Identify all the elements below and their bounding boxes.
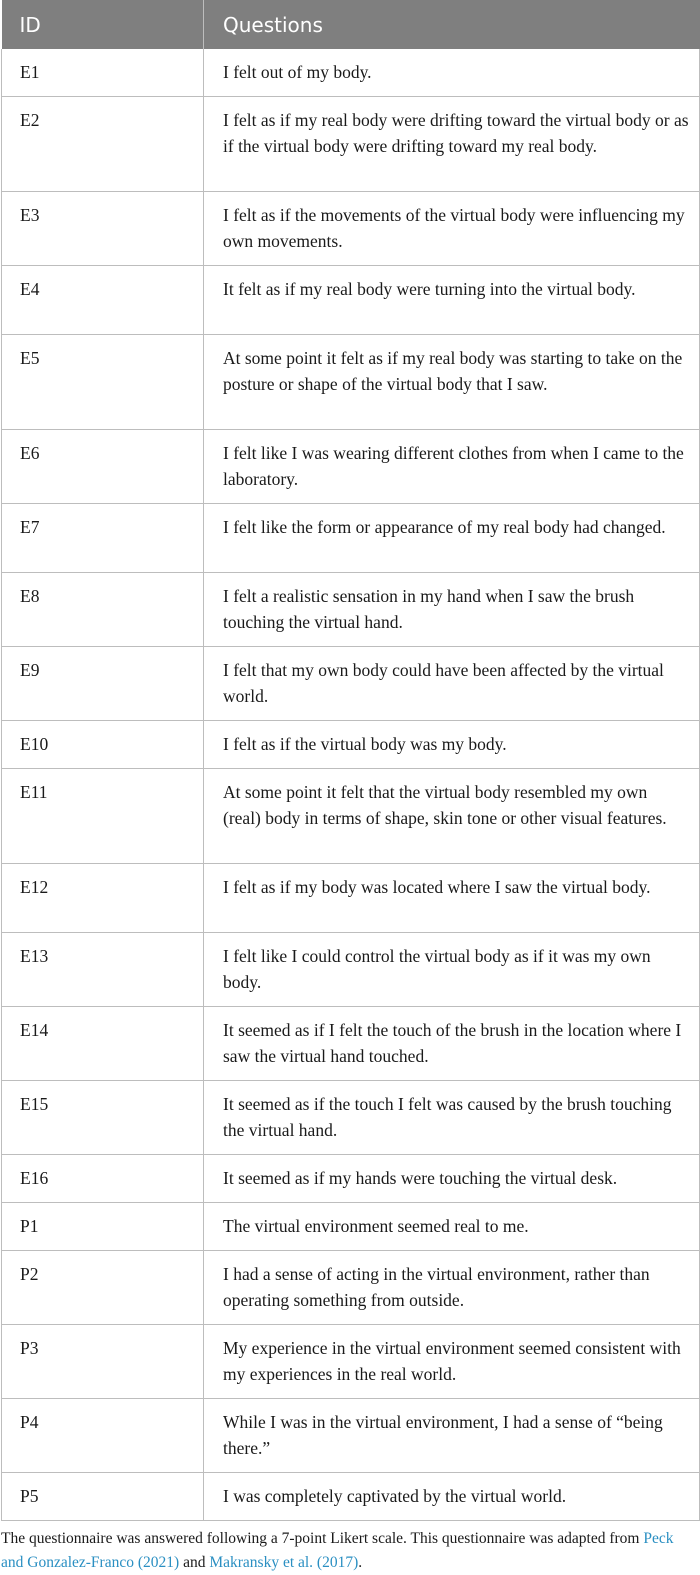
footnote-text-end: . xyxy=(358,1554,363,1571)
row-question: I felt out of my body. xyxy=(204,49,700,97)
row-id: E1 xyxy=(2,49,204,97)
table-row xyxy=(2,769,700,864)
table-row xyxy=(2,573,700,647)
row-question: I felt as if the movements of the virtual body were influencing my own movements. xyxy=(204,192,700,266)
header-row xyxy=(2,0,700,49)
table-row xyxy=(2,504,700,573)
table-footnote xyxy=(0,1521,700,1575)
row-id: E8 xyxy=(2,573,204,647)
table-body xyxy=(2,49,700,1521)
table-row xyxy=(2,864,700,933)
row-id: E16 xyxy=(2,1155,204,1203)
table-row xyxy=(2,1399,700,1473)
table-row xyxy=(2,1155,700,1203)
footnote-text-middle: and xyxy=(179,1554,210,1571)
row-id: E9 xyxy=(2,647,204,721)
column-header-id: ID xyxy=(2,0,204,49)
row-question: It seemed as if the touch I felt was caused by the brush touching the virtual hand. xyxy=(204,1081,700,1155)
row-id: P3 xyxy=(2,1325,204,1399)
row-question: I felt like I could control the virtual body as if it was my own body. xyxy=(204,933,700,1007)
table-row xyxy=(2,266,700,335)
row-id: P2 xyxy=(2,1251,204,1325)
row-question: I felt a realistic sensation in my hand when I saw the brush touching the virtual hand. xyxy=(204,573,700,647)
row-id: E12 xyxy=(2,864,204,933)
table-row xyxy=(2,721,700,769)
row-id: E4 xyxy=(2,266,204,335)
table-row xyxy=(2,933,700,1007)
row-id: E6 xyxy=(2,430,204,504)
table-row xyxy=(2,1251,700,1325)
row-question: While I was in the virtual environment, I had a sense of “being there.” xyxy=(204,1399,700,1473)
table-row xyxy=(2,49,700,97)
table-row xyxy=(2,1081,700,1155)
row-question: I felt as if my real body were drifting toward the virtual body or as if the virtual body were drifting toward my real body. xyxy=(204,97,700,192)
footnote-text: The questionnaire was answered following a 7-point Likert scale. This questionnaire was adapted from xyxy=(1,1530,644,1547)
table-row xyxy=(2,1007,700,1081)
row-question: I felt that my own body could have been affected by the virtual world. xyxy=(204,647,700,721)
reference-link-peck[interactable]: Peck and Gonzalez-Franco (2021) xyxy=(1,1530,674,1571)
row-question: At some point it felt that the virtual body resembled my own (real) body in terms of shape, skin tone or other visual features. xyxy=(204,769,700,864)
row-question: It seemed as if I felt the touch of the brush in the location where I saw the virtual hand touched. xyxy=(204,1007,700,1081)
row-id: E5 xyxy=(2,335,204,430)
row-id: E15 xyxy=(2,1081,204,1155)
table-header xyxy=(2,0,700,49)
table-row xyxy=(2,1325,700,1399)
row-question: It felt as if my real body were turning into the virtual body. xyxy=(204,266,700,335)
row-question: At some point it felt as if my real body was starting to take on the posture or shape of the virtual body that I saw. xyxy=(204,335,700,430)
row-question: I felt like I was wearing different clothes from when I came to the laboratory. xyxy=(204,430,700,504)
row-id: E2 xyxy=(2,97,204,192)
column-header-questions: Questions xyxy=(204,0,700,49)
table-row xyxy=(2,97,700,192)
row-id: P4 xyxy=(2,1399,204,1473)
row-id: P5 xyxy=(2,1473,204,1521)
row-question: I felt as if my body was located where I saw the virtual body. xyxy=(204,864,700,933)
row-id: E13 xyxy=(2,933,204,1007)
row-question: I was completely captivated by the virtual world. xyxy=(204,1473,700,1521)
row-question: My experience in the virtual environment seemed consistent with my experiences in the real world. xyxy=(204,1325,700,1399)
table-row xyxy=(2,192,700,266)
row-id: E11 xyxy=(2,769,204,864)
row-question: I felt like the form or appearance of my real body had changed. xyxy=(204,504,700,573)
row-question: The virtual environment seemed real to me. xyxy=(204,1203,700,1251)
row-question: I had a sense of acting in the virtual environment, rather than operating something from outside. xyxy=(204,1251,700,1325)
table-row xyxy=(2,1203,700,1251)
row-id: E7 xyxy=(2,504,204,573)
row-id: E10 xyxy=(2,721,204,769)
row-id: P1 xyxy=(2,1203,204,1251)
row-question: It seemed as if my hands were touching the virtual desk. xyxy=(204,1155,700,1203)
table-row xyxy=(2,430,700,504)
table-row xyxy=(2,335,700,430)
row-question: I felt as if the virtual body was my body. xyxy=(204,721,700,769)
row-id: E3 xyxy=(2,192,204,266)
reference-link-makransky[interactable]: Makransky et al. (2017) xyxy=(209,1554,359,1571)
table-row xyxy=(2,647,700,721)
row-id: E14 xyxy=(2,1007,204,1081)
questionnaire-table xyxy=(1,0,700,1521)
table-row xyxy=(2,1473,700,1521)
